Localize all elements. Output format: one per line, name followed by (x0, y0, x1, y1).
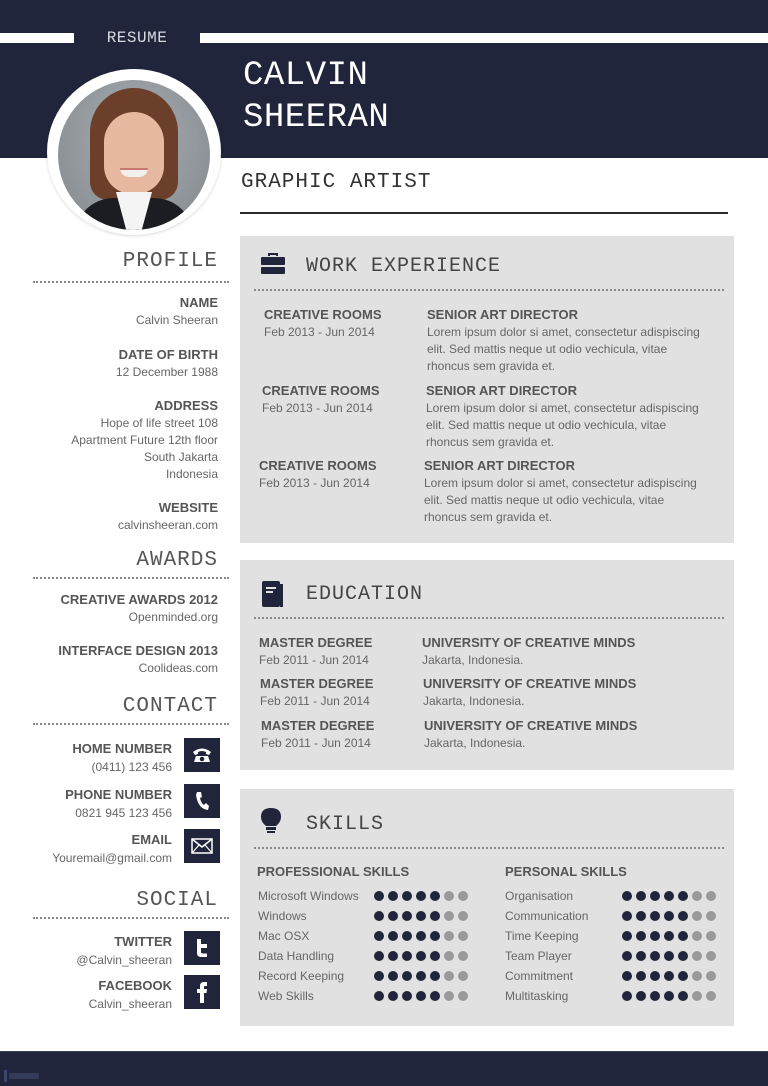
work-company: CREATIVE ROOMS (264, 307, 382, 322)
rating-dot-empty (458, 931, 468, 941)
skill-row (258, 906, 488, 926)
rating-dot-empty (706, 891, 716, 901)
last-name: SHEERAN (243, 99, 390, 137)
website-link[interactable]: calvinsheeran.com (117, 518, 218, 532)
rating-dot-filled (636, 971, 646, 981)
skill-rating (374, 891, 468, 901)
rating-dot-filled (388, 951, 398, 961)
rating-dot-empty (706, 911, 716, 921)
rating-dot-filled (650, 911, 660, 921)
rating-dot-empty (706, 991, 716, 1001)
work-description: Lorem ipsum dolor si amet, consectetur adispiscing elit. Sed mattis neque ut odio vechicula, vitae rhoncus sem gravida et. (426, 401, 699, 449)
rating-dot-empty (706, 931, 716, 941)
work-experience-heading: WORK EXPERIENCE (306, 255, 502, 278)
footer-band (0, 1051, 768, 1086)
rating-dot-empty (444, 911, 454, 921)
rating-dot-filled (416, 991, 426, 1001)
skill-rating (374, 931, 468, 941)
personal-skills-heading: PERSONAL SKILLS (505, 864, 627, 879)
rating-dot-empty (444, 951, 454, 961)
work-company: CREATIVE ROOMS (259, 458, 377, 473)
rating-dot-filled (388, 971, 398, 981)
contact-phone: PHONE NUMBER 0821 945 123 456 (65, 787, 172, 820)
skill-row (505, 886, 735, 906)
edu-dates: Feb 2011 - Jun 2014 (260, 694, 370, 708)
skill-row (258, 946, 488, 966)
skill-row (505, 906, 735, 926)
rating-dot-filled (402, 951, 412, 961)
rating-dot-filled (416, 971, 426, 981)
rating-dot-filled (678, 991, 688, 1001)
rating-dot-empty (706, 951, 716, 961)
work-dates: Feb 2013 - Jun 2014 (264, 325, 375, 339)
profile-name: NAME Calvin Sheeran (135, 295, 218, 327)
skill-name: Multitasking (505, 989, 569, 1003)
rating-dot-empty (692, 891, 702, 901)
rating-dot-filled (678, 891, 688, 901)
contact-email: EMAIL Youremail@gmail.com (52, 832, 172, 865)
award-item: INTERFACE DESIGN 2013 Coolideas.com (58, 643, 218, 675)
skill-rating (374, 911, 468, 921)
first-name: CALVIN (243, 57, 369, 95)
edu-degree: MASTER DEGREE (260, 676, 374, 691)
work-company: CREATIVE ROOMS (262, 383, 380, 398)
rating-dot-filled (374, 951, 384, 961)
social-divider (33, 917, 229, 919)
skill-name: Mac OSX (258, 929, 310, 943)
rating-dot-filled (416, 951, 426, 961)
social-facebook: FACEBOOK Calvin_sheeran (88, 978, 172, 1011)
rating-dot-filled (678, 951, 688, 961)
rating-dot-filled (678, 911, 688, 921)
book-icon (260, 580, 284, 613)
rating-dot-filled (430, 911, 440, 921)
avatar (58, 80, 210, 230)
rating-dot-empty (458, 991, 468, 1001)
profile-heading: PROFILE (122, 250, 218, 273)
skill-row (505, 966, 735, 986)
work-dates: Feb 2013 - Jun 2014 (259, 476, 370, 490)
professional-skills-heading: PROFESSIONAL SKILLS (257, 864, 410, 879)
work-description: Lorem ipsum dolor si amet, consectetur adispiscing elit. Sed mattis neque ut odio vechicula, vitae rhoncus sem gravida et. (424, 476, 697, 524)
edu-degree: MASTER DEGREE (261, 718, 375, 733)
rating-dot-filled (416, 931, 426, 941)
rating-dot-filled (374, 911, 384, 921)
edu-school: UNIVERSITY OF CREATIVE MINDS (422, 635, 636, 650)
rating-dot-filled (664, 891, 674, 901)
social-twitter: TWITTER @Calvin_sheeran (76, 934, 172, 967)
awards-heading: AWARDS (136, 549, 218, 572)
rating-dot-filled (416, 911, 426, 921)
education-divider (254, 617, 724, 619)
edu-dates: Feb 2011 - Jun 2014 (261, 736, 371, 750)
rating-dot-empty (458, 891, 468, 901)
skill-rating (374, 991, 468, 1001)
skill-rating (374, 971, 468, 981)
profile-divider (33, 281, 229, 283)
skill-rating (622, 951, 716, 961)
briefcase-icon (260, 253, 286, 280)
skills-panel (240, 789, 734, 1026)
work-dates: Feb 2013 - Jun 2014 (262, 401, 373, 415)
contact-divider (33, 723, 229, 725)
rating-dot-filled (402, 971, 412, 981)
rating-dot-filled (622, 971, 632, 981)
skill-row (505, 946, 735, 966)
rating-dot-filled (374, 971, 384, 981)
rating-dot-empty (692, 991, 702, 1001)
skill-row (258, 886, 488, 906)
rating-dot-filled (650, 951, 660, 961)
edu-dates: Feb 2011 - Jun 2014 (259, 653, 369, 667)
rating-dot-filled (664, 991, 674, 1001)
rating-dot-empty (706, 971, 716, 981)
work-divider (254, 289, 724, 291)
twitter-link[interactable]: @Calvin_sheeran (76, 953, 172, 967)
rating-dot-filled (622, 991, 632, 1001)
rating-dot-filled (388, 911, 398, 921)
edu-school: UNIVERSITY OF CREATIVE MINDS (423, 676, 637, 691)
rating-dot-filled (388, 931, 398, 941)
rating-dot-empty (458, 951, 468, 961)
telephone-icon (184, 738, 220, 772)
rating-dot-filled (650, 971, 660, 981)
awards-divider (33, 577, 229, 579)
rating-dot-empty (444, 891, 454, 901)
rating-dot-filled (664, 951, 674, 961)
rating-dot-filled (402, 931, 412, 941)
skill-name: Time Keeping (505, 929, 579, 943)
edu-school: UNIVERSITY OF CREATIVE MINDS (424, 718, 638, 733)
rating-dot-filled (402, 991, 412, 1001)
rating-dot-filled (650, 991, 660, 1001)
education-panel (240, 560, 734, 770)
rating-dot-filled (622, 931, 632, 941)
lightbulb-icon (260, 807, 282, 840)
skill-name: Communication (505, 909, 589, 923)
education-heading: EDUCATION (306, 583, 424, 606)
rating-dot-filled (622, 911, 632, 921)
skill-name: Web Skills (258, 989, 314, 1003)
rating-dot-filled (622, 951, 632, 961)
facebook-icon[interactable] (184, 975, 220, 1009)
rating-dot-empty (692, 971, 702, 981)
rating-dot-filled (664, 911, 674, 921)
skills-heading: SKILLS (306, 813, 385, 836)
rating-dot-filled (650, 931, 660, 941)
contact-home: HOME NUMBER (0411) 123 456 (72, 741, 172, 774)
header-stripe-right (200, 33, 768, 43)
work-description: Lorem ipsum dolor si amet, consectetur adispiscing elit. Sed mattis neque ut odio vechicula, vitae rhoncus sem gravida et. (427, 325, 700, 373)
contact-heading: CONTACT (122, 695, 218, 718)
work-role: SENIOR ART DIRECTOR (427, 307, 578, 322)
rating-dot-empty (692, 951, 702, 961)
rating-dot-filled (636, 991, 646, 1001)
edu-place: Jakarta, Indonesia. (423, 694, 525, 708)
skill-name: Commitment (505, 969, 574, 983)
rating-dot-filled (374, 991, 384, 1001)
rating-dot-filled (430, 891, 440, 901)
skill-rating (622, 971, 716, 981)
skill-row (258, 926, 488, 946)
social-heading: SOCIAL (136, 889, 218, 912)
skills-divider (254, 847, 724, 849)
award-item: CREATIVE AWARDS 2012 Openminded.org (60, 592, 218, 624)
rating-dot-filled (402, 891, 412, 901)
rating-dot-empty (444, 991, 454, 1001)
rating-dot-filled (678, 931, 688, 941)
rating-dot-empty (458, 971, 468, 981)
rating-dot-empty (692, 911, 702, 921)
skill-rating (622, 911, 716, 921)
header-stripe-left (0, 33, 74, 43)
profile-address: ADDRESS Hope of life street 108 Apartment Future 12th floor South Jakarta Indonesia (71, 398, 218, 481)
skill-name: Team Player (505, 949, 572, 963)
edu-place: Jakarta, Indonesia. (424, 736, 526, 750)
job-title: GRAPHIC ARTIST (241, 171, 432, 194)
rating-dot-empty (444, 971, 454, 981)
watermark-logo (4, 1069, 40, 1081)
rating-dot-filled (430, 951, 440, 961)
envelope-icon (184, 829, 220, 863)
rating-dot-empty (692, 931, 702, 941)
rating-dot-filled (430, 971, 440, 981)
rating-dot-filled (430, 991, 440, 1001)
rating-dot-filled (664, 971, 674, 981)
email-link[interactable]: Youremail@gmail.com (52, 851, 172, 865)
skill-rating (622, 931, 716, 941)
skill-name: Data Handling (258, 949, 335, 963)
skill-name: Organisation (505, 889, 574, 903)
skill-name: Microsoft Windows (258, 889, 359, 903)
rating-dot-filled (388, 991, 398, 1001)
resume-label: RESUME (106, 29, 168, 47)
work-experience-panel (240, 236, 734, 543)
work-role: SENIOR ART DIRECTOR (426, 383, 577, 398)
skill-name: Record Keeping (258, 969, 345, 983)
rating-dot-filled (636, 951, 646, 961)
rating-dot-filled (388, 891, 398, 901)
rating-dot-filled (416, 891, 426, 901)
twitter-icon[interactable] (184, 931, 220, 965)
rating-dot-filled (622, 891, 632, 901)
edu-degree: MASTER DEGREE (259, 635, 373, 650)
skill-row (505, 986, 735, 1006)
rating-dot-filled (636, 891, 646, 901)
rating-dot-filled (636, 931, 646, 941)
skill-row (258, 966, 488, 986)
rating-dot-filled (650, 891, 660, 901)
profile-website: WEBSITE calvinsheeran.com (117, 500, 218, 532)
rating-dot-empty (444, 931, 454, 941)
skill-row (258, 986, 488, 1006)
facebook-link[interactable]: Calvin_sheeran (88, 997, 172, 1011)
phone-icon (184, 784, 220, 818)
rating-dot-filled (430, 931, 440, 941)
skill-rating (374, 951, 468, 961)
skill-row (505, 926, 735, 946)
profile-dob: DATE OF BIRTH 12 December 1988 (115, 347, 218, 379)
rating-dot-filled (374, 931, 384, 941)
rating-dot-empty (458, 911, 468, 921)
rating-dot-filled (678, 971, 688, 981)
skill-rating (622, 991, 716, 1001)
rating-dot-filled (402, 911, 412, 921)
work-role: SENIOR ART DIRECTOR (424, 458, 575, 473)
skill-rating (622, 891, 716, 901)
edu-place: Jakarta, Indonesia. (422, 653, 524, 667)
title-divider (240, 212, 728, 214)
rating-dot-filled (636, 911, 646, 921)
candidate-name (243, 55, 389, 139)
skill-name: Windows (258, 909, 307, 923)
rating-dot-filled (374, 891, 384, 901)
rating-dot-filled (664, 931, 674, 941)
